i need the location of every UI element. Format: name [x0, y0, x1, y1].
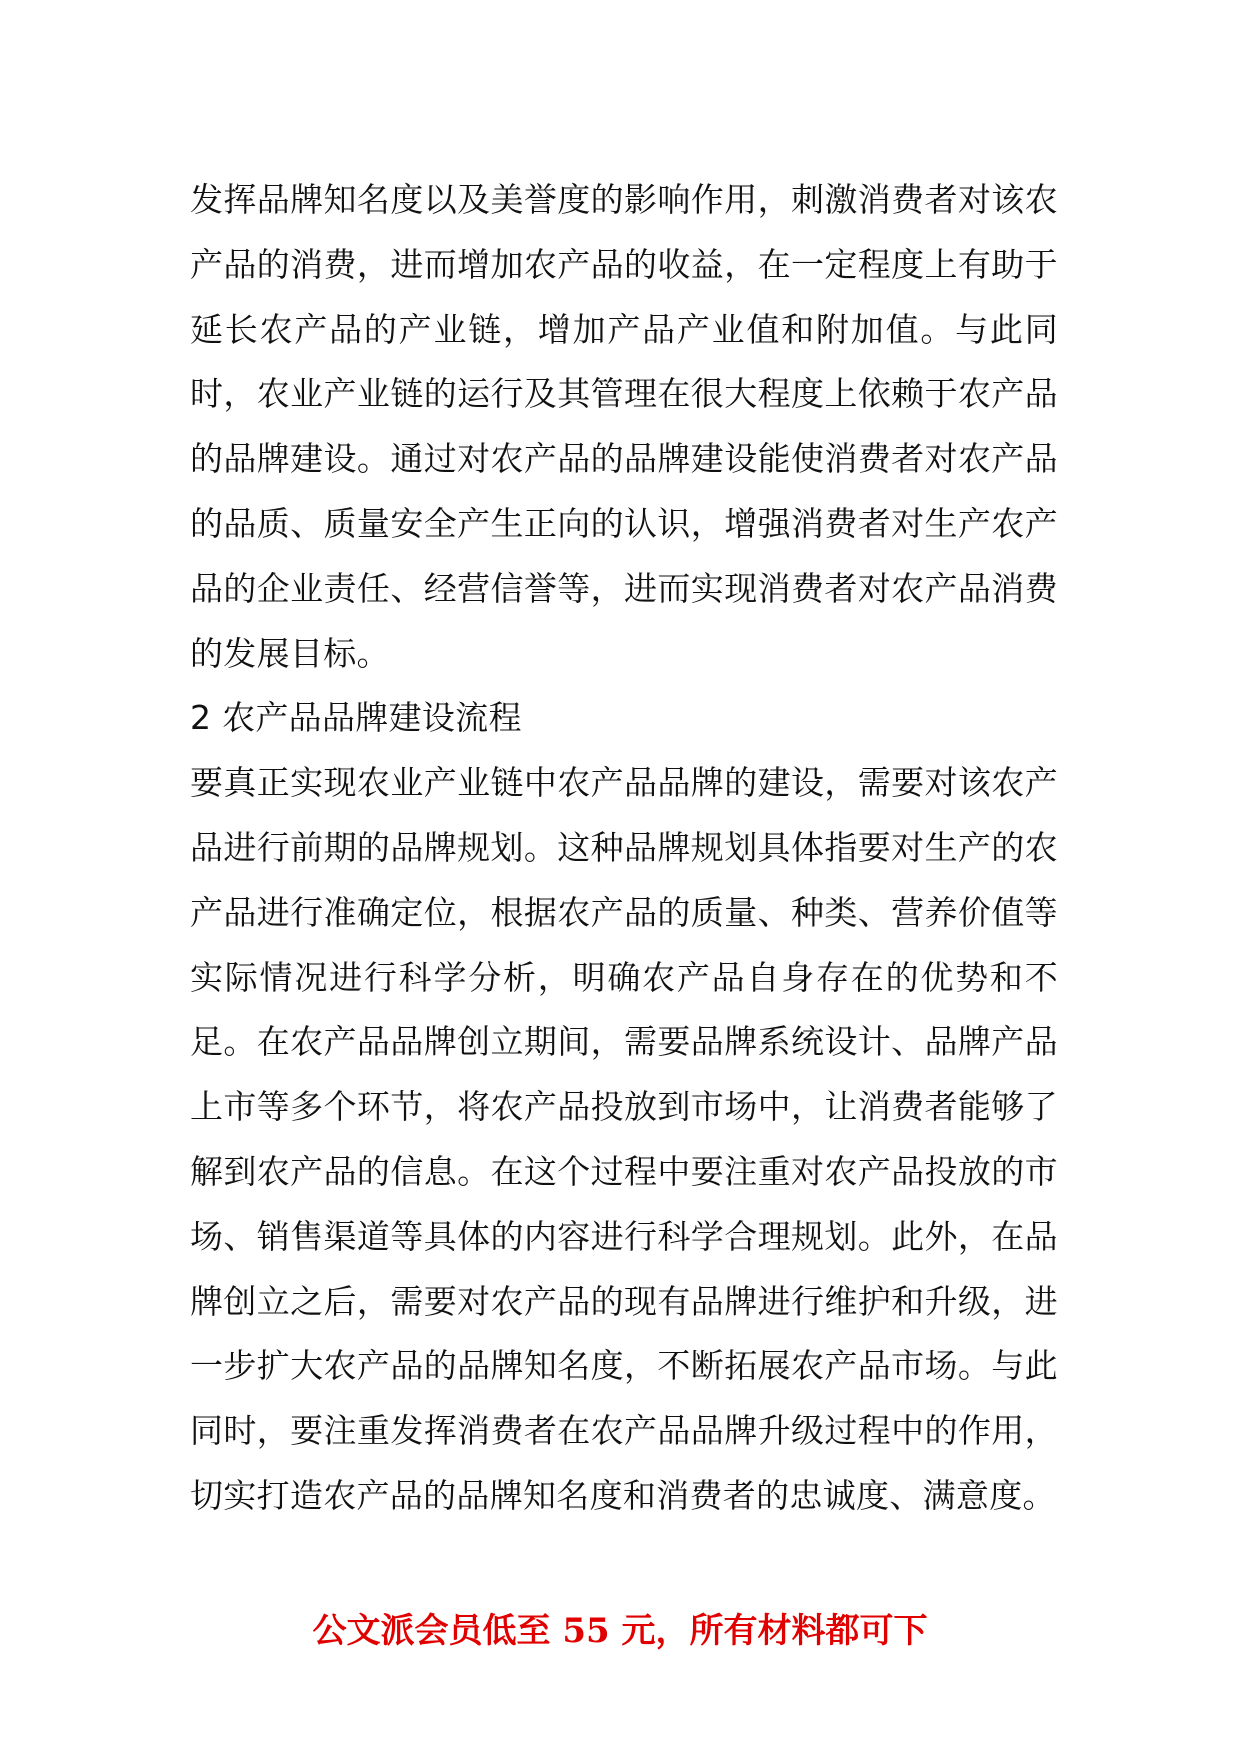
- section-heading: 2 农产品品牌建设流程: [190, 698, 522, 738]
- promo-banner-text: 公文派会员低至 55 元，所有材料都可下: [312, 1611, 928, 1651]
- paragraph-1: 发挥品牌知名度以及美誉度的影响作用，刺激消费者对该农产品的消费，进而增加农产品的收益，在一定程度上有助于延长农产品的产业链，增加产品产业值和附加值。与此同时，农业产业链的运行及其管理在很大程度上依赖于农产品的品牌建设。通过对农产品的品牌建设能使消费者对农产品的品质、质量安全产生正向的认识，增强消费者对生产农产品的企业责任、经营信誉等，进而实现消费者对农产品消费的发展目标。: [190, 180, 1058, 673]
- document-body: [190, 168, 1058, 1529]
- paragraph-2: 要真正实现农业产业链中农产品品牌的建设，需要对该农产品进行前期的品牌规划。这种品牌规划具体指要对生产的农产品进行准确定位，根据农产品的质量、种类、营养价值等实际情况进行科学分析，明确农产品自身存在的优势和不足。在农产品品牌创立期间，需要品牌系统设计、品牌产品上市等多个环节，将农产品投放到市场中，让消费者能够了解到农产品的信息。在这个过程中要注重对农产品投放的市场、销售渠道等具体的内容进行科学合理规划。此外，在品牌创立之后，需要对农产品的现有品牌进行维护和升级，进一步扩大农产品的品牌知名度，不断拓展农产品市场。与此同时，要注重发挥消费者在农产品品牌升级过程中的作用，切实打造农产品的品牌知名度和消费者的忠诚度、满意度。: [190, 763, 1058, 1515]
